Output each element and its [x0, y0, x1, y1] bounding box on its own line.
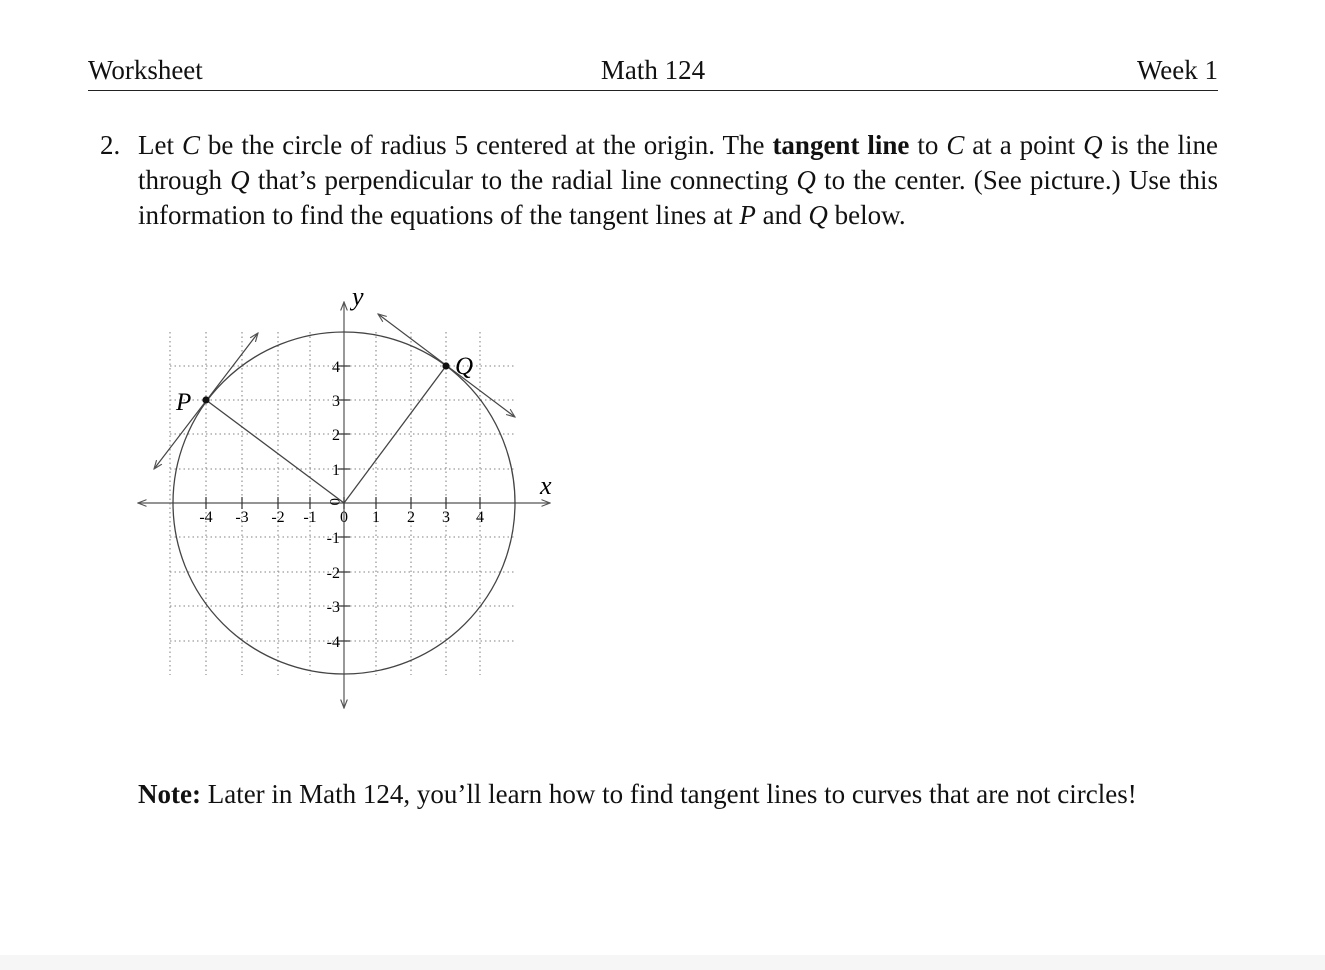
- x-tick-label: -1: [303, 509, 317, 526]
- text-seg: Let: [138, 130, 182, 160]
- problem-number: 2.: [100, 130, 121, 160]
- y-tick-label: -4: [326, 634, 340, 651]
- note-text: Later in Math 124, you’ll learn how to find tangent lines to curves that are not circles!: [200, 779, 1137, 809]
- math-q: Q: [808, 200, 828, 230]
- text-seg: be the circle of radius 5 centered at the origin. The: [199, 130, 773, 160]
- point-p-label: P: [176, 389, 192, 416]
- x-axis-label: x: [540, 471, 552, 500]
- math-q: Q: [1083, 130, 1103, 160]
- math-q: Q: [796, 165, 816, 195]
- bold-term: tangent line: [772, 130, 910, 160]
- origin-label: 0: [326, 498, 342, 506]
- text-seg: to: [909, 130, 947, 160]
- x-tick-labels: [199, 509, 484, 526]
- header-center: Math 124: [600, 55, 706, 85]
- coordinate-plot: [130, 280, 570, 710]
- point-q-label: Q: [455, 353, 474, 380]
- y-tick-label: 3: [332, 393, 340, 410]
- header-left: Worksheet: [88, 55, 203, 85]
- text-seg: that’s perpendicular to the radial line connecting: [249, 165, 797, 195]
- y-tick-label: -3: [326, 599, 340, 616]
- text-seg: below.: [827, 200, 906, 230]
- circle-figure: [130, 280, 570, 710]
- y-tick-label: 1: [332, 462, 340, 479]
- radial-line-p: [206, 400, 344, 503]
- page-bottom-strip: [0, 955, 1325, 970]
- text-seg: is the line through: [138, 130, 1218, 195]
- x-tick-label: -2: [271, 509, 285, 526]
- problem-text: [138, 128, 1218, 233]
- y-tick-label: -1: [326, 530, 340, 547]
- header-right: Week 1: [1136, 55, 1218, 85]
- problem-2: [100, 128, 1218, 233]
- y-axis-label: y: [352, 282, 364, 311]
- math-c: C: [946, 130, 965, 160]
- x-tick-label: 3: [442, 509, 450, 526]
- x-tick-label: -3: [235, 509, 249, 526]
- y-tick-label: 2: [332, 427, 340, 444]
- y-tick-label: -2: [326, 565, 340, 582]
- math-p: P: [739, 200, 756, 230]
- text-seg: at a point: [964, 130, 1084, 160]
- text-seg: and: [755, 200, 809, 230]
- x-tick-label: 4: [476, 509, 484, 526]
- note-paragraph: [138, 777, 1218, 812]
- y-tick-label: 4: [332, 359, 340, 376]
- point-p: [202, 396, 209, 403]
- x-tick-label: 1: [372, 509, 380, 526]
- x-tick-label: -4: [199, 509, 213, 526]
- math-c: C: [181, 130, 200, 160]
- math-q: Q: [230, 165, 250, 195]
- x-tick-label: 0: [340, 509, 348, 526]
- page-header: [88, 52, 1218, 91]
- x-tick-label: 2: [407, 509, 415, 526]
- note-label: Note:: [138, 779, 201, 809]
- text-seg: to the center. (See picture.) Use this information to find the equations of the tangent lines at: [138, 165, 1218, 230]
- point-q: [442, 362, 449, 369]
